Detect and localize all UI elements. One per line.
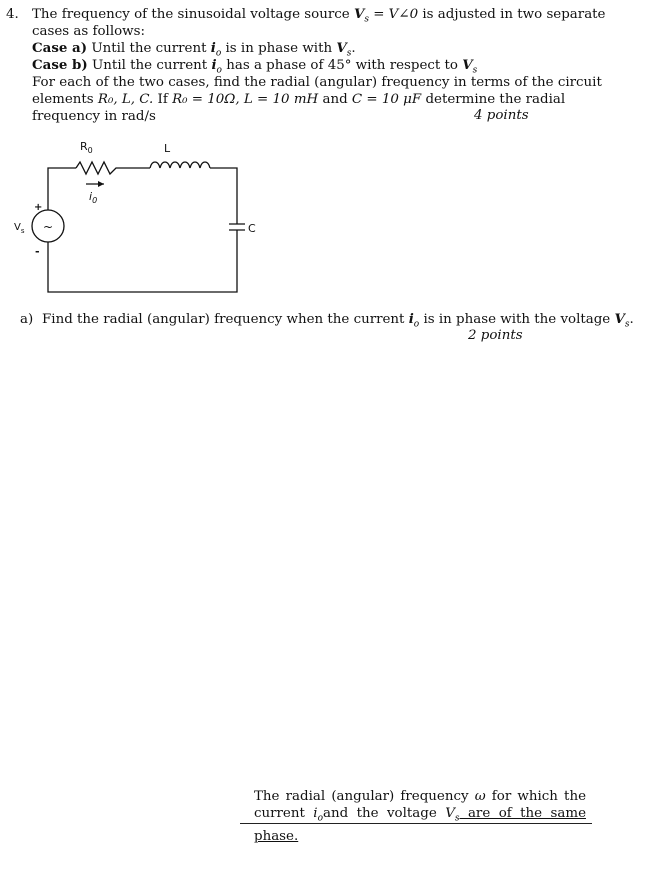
answer-current: i <box>313 806 318 821</box>
instr2-elements: R₀, L, C. <box>97 92 154 107</box>
case-b-text-a: Until the current <box>87 58 212 73</box>
part-a-source-sub: s <box>624 319 630 330</box>
answer-text-d: are of the same phase. <box>254 806 586 844</box>
case-a-text-a: Until the current <box>87 41 211 56</box>
case-b-current: i <box>211 57 217 73</box>
inductor-l <box>150 162 210 168</box>
problem-points: 4 points <box>474 108 529 123</box>
label-minus: - <box>35 245 40 258</box>
part-a-label: a) <box>20 312 34 327</box>
problem-stem-line2: cases as follows: <box>32 24 146 39</box>
capacitor-c <box>229 224 245 230</box>
instr2-text-d: determine the radial <box>421 92 566 107</box>
answer-text-c: and the voltage <box>323 806 446 821</box>
answer-current-sub: o <box>317 813 324 824</box>
instr2-values: R₀ = 10Ω, L = 10 mH <box>172 92 319 107</box>
case-a-current-sub: o <box>215 48 222 59</box>
part-a-current: i <box>408 311 414 327</box>
instr2-text-a: elements <box>32 92 98 107</box>
label-vs: $V_s$ <box>14 222 25 235</box>
circuit-diagram <box>0 130 300 300</box>
case-a-source: V <box>336 40 347 56</box>
wire-right-top <box>210 168 237 224</box>
wire-bottom <box>48 230 237 292</box>
part-a-question <box>42 311 634 334</box>
instruction-line1: For each of the two cases, find the radial (angular) frequency in terms of the circuit <box>32 75 602 90</box>
source-equation: = V∠0 <box>368 7 419 22</box>
answer-omega: ω <box>474 789 486 804</box>
case-b-source: V <box>462 57 473 73</box>
label-c: C <box>248 222 256 235</box>
case-a-label: Case a) <box>32 40 88 56</box>
label-l: L <box>164 142 171 155</box>
case-b-text-b: has a phase of 45° with respect to <box>221 58 463 73</box>
instruction-line2 <box>32 91 565 108</box>
source-subscript: s <box>364 14 369 25</box>
answer-text-a: The radial (angular) frequency <box>254 789 475 804</box>
answer-voltage: V <box>445 806 455 821</box>
resistor-r0 <box>76 162 150 174</box>
part-a-end: . <box>629 312 634 327</box>
stem-text-a: The frequency of the sinusoidal voltage source <box>32 7 354 22</box>
label-plus: + <box>34 202 43 213</box>
instr2-cvalue: C = 10 μF <box>351 92 422 107</box>
source-tilde: ~ <box>43 220 54 234</box>
source-symbol: V <box>353 6 365 22</box>
problem-number: 4. <box>6 7 19 22</box>
part-a-text-a: Find the radial (angular) frequency when the current <box>42 312 409 327</box>
answer-text-b: for which the current <box>254 789 586 821</box>
part-a-source: V <box>614 311 625 327</box>
case-a-current: i <box>210 40 216 56</box>
case-b-source-sub: s <box>472 65 478 76</box>
part-a-points: 2 points <box>468 328 523 343</box>
case-b-current-sub: o <box>216 65 222 76</box>
stem-text-b: is adjusted in two separate <box>418 7 606 22</box>
answer-text <box>254 788 586 845</box>
case-a-line: Case a) Until the current $i_o$ is in phase with $V_s$. <box>32 40 356 59</box>
part-a-text-b: is in phase with the voltage <box>419 312 615 327</box>
current-arrow-head <box>98 181 104 187</box>
wire-left-top <box>48 168 76 210</box>
case-a-text-b: is in phase with <box>221 41 337 56</box>
label-io: $i_0$ <box>89 190 98 205</box>
instruction-line3: frequency in rad/s <box>32 109 156 124</box>
instr2-text-c: and <box>318 92 352 107</box>
answer-voltage-sub: s <box>454 813 460 824</box>
label-r0: $R_0$ <box>80 140 93 155</box>
instr2-text-b: If <box>153 92 173 107</box>
part-a-current-sub: o <box>413 319 420 330</box>
case-b-label: Case b) <box>32 57 88 73</box>
case-a-source-sub: s <box>346 48 352 59</box>
